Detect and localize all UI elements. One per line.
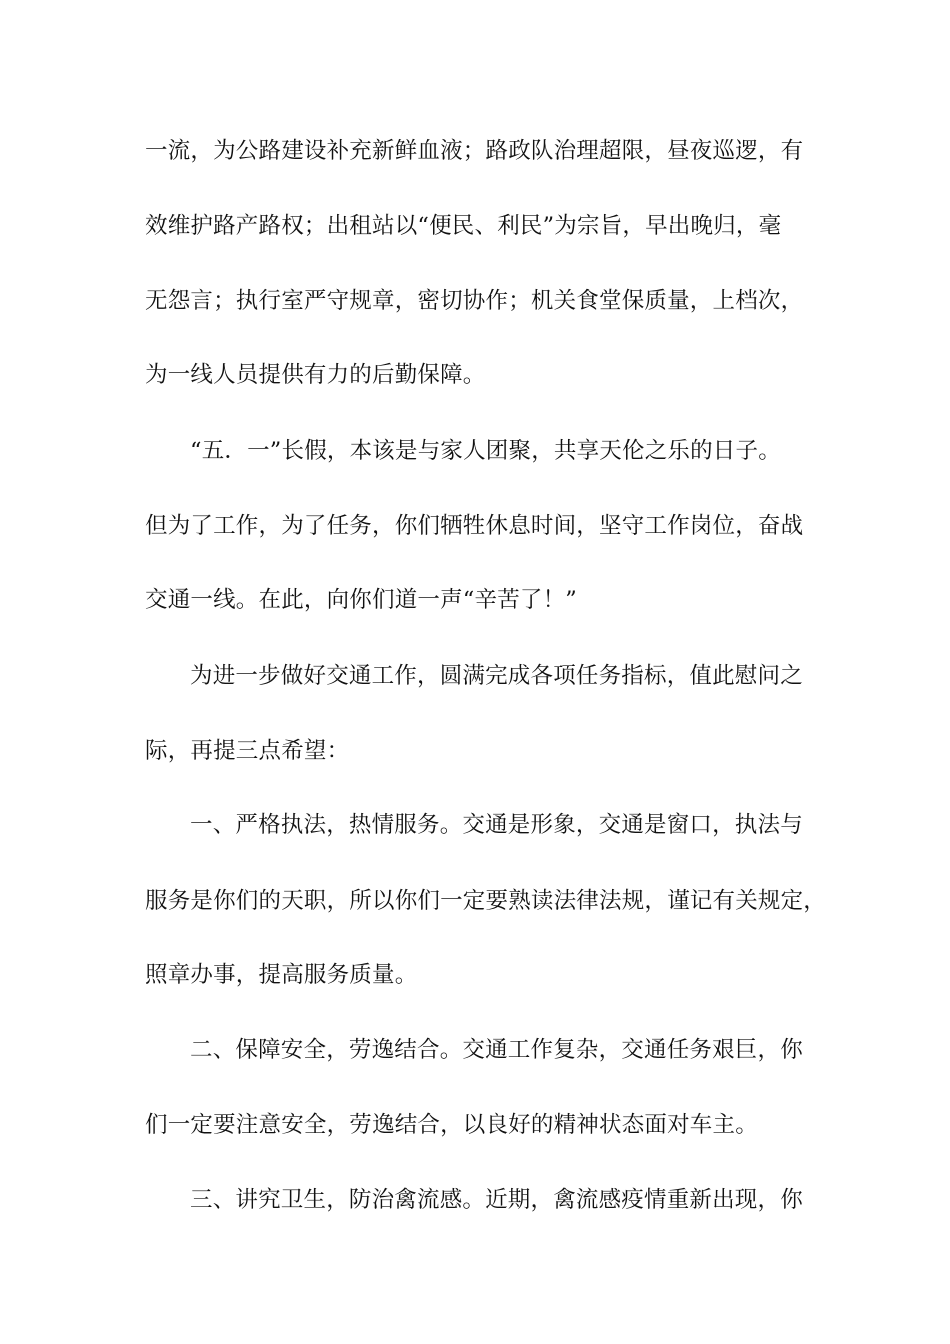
text-line: 交通一线。在此，向你们道一声“辛苦了！”: [145, 587, 578, 613]
text-line: 效维护路产路权；出租站以“便民、利民”为宗旨，早出晚归，毫: [145, 213, 782, 239]
text-line: 无怨言；执行室严守规章，密切协作；机关食堂保质量，上档次，: [145, 288, 804, 314]
text-line: 际，再提三点希望：: [145, 738, 350, 764]
text-line: 们一定要注意安全，劳逸结合，以良好的精神状态面对车主。: [145, 1112, 758, 1138]
text-line: 服务是你们的天职，所以你们一定要熟读法律法规，谨记有关规定，: [145, 888, 827, 914]
text-line: 但为了工作，为了任务，你们牺牲休息时间，坚守工作岗位，奋战: [145, 513, 804, 539]
paragraph-start-line: “五．一”长假，本该是与家人团聚，共享天伦之乐的日子。: [190, 438, 781, 464]
text-line: 为一线人员提供有力的后勤保障。: [145, 362, 486, 388]
text-line: 照章办事，提高服务质量。: [145, 962, 418, 988]
paragraph-start-line: 三、讲究卫生，防治禽流感。近期，禽流感疫情重新出现，你: [190, 1187, 803, 1213]
paragraph-start-line: 一、严格执法，热情服务。交通是形象，交通是窗口，执法与: [190, 812, 803, 838]
paragraph-start-line: 为进一步做好交通工作，圆满完成各项任务指标，值此慰问之: [190, 663, 803, 689]
text-line: 一流，为公路建设补充新鲜血液；路政队治理超限，昼夜巡逻，有: [145, 138, 804, 164]
paragraph-start-line: 二、保障安全，劳逸结合。交通工作复杂，交通任务艰巨，你: [190, 1037, 803, 1063]
